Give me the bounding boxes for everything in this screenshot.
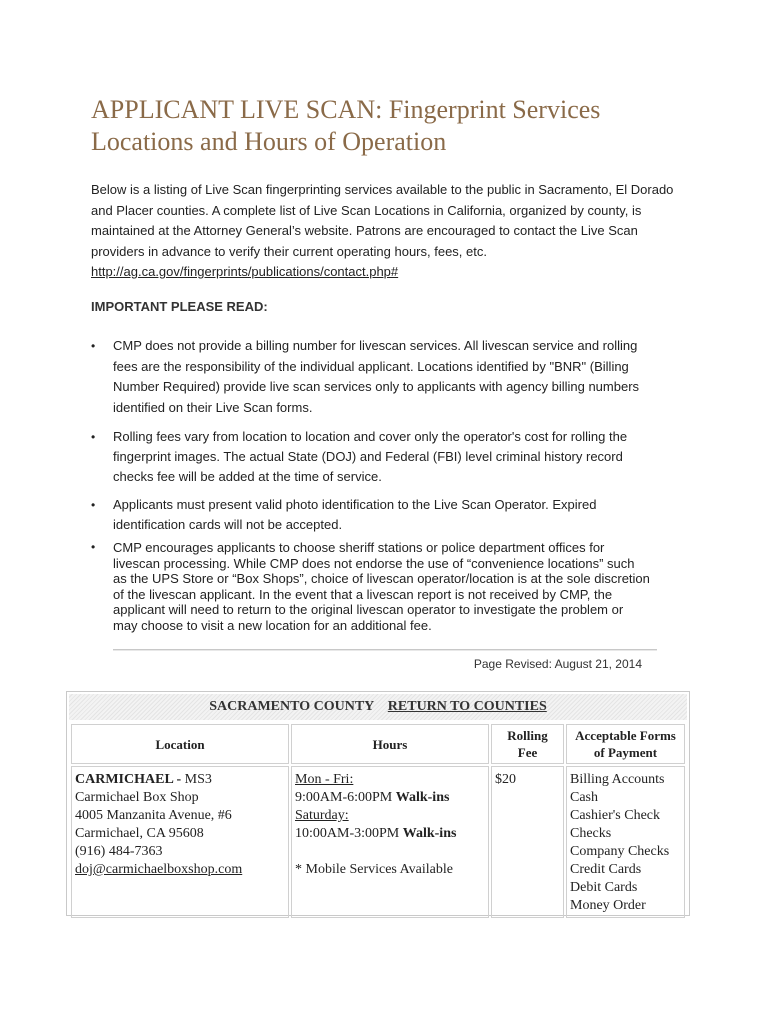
mobile-services-note: * Mobile Services Available bbox=[295, 862, 453, 877]
payment-cell bbox=[566, 766, 685, 918]
saturday-hours: 10:00AM-3:00PM bbox=[295, 826, 403, 841]
location-name: Carmichael Box Shop bbox=[75, 790, 199, 805]
payment-option: Company Checks bbox=[570, 844, 670, 859]
location-city-line bbox=[75, 771, 285, 789]
page-title-line-1: APPLICANT LIVE SCAN: Fingerprint Services bbox=[91, 95, 601, 124]
location-phone: (916) 484-7363 bbox=[75, 844, 163, 859]
payment-option: Money Order bbox=[570, 898, 646, 913]
payment-option: Cashier's Check bbox=[570, 808, 661, 823]
weekday-label: Mon - Fri: bbox=[295, 772, 354, 787]
rolling-fee-header-line-2: Fee bbox=[517, 745, 538, 760]
table-row bbox=[71, 766, 685, 918]
notice-item-convenience-locations: • CMP encourages applicants to choose sheriff stations or police department offices for livescan processing. While CMP does not endorse the use of “convenience locations” such as the UPS Store or “Box Shops”, choice of livescan operator/location is at the sole discretion of the livescan applicant. In the event that a livescan report is not received by CMP, the applicant will need to return to the original livescan operator to investigate the problem or may choose to visit a new location for an additional fee. bbox=[91, 540, 651, 633]
county-name: SACRAMENTO COUNTY bbox=[209, 699, 375, 714]
payment-option: Credit Cards bbox=[570, 862, 642, 877]
payment-option: Billing Accounts bbox=[570, 772, 665, 787]
notice-item-identification: • Applicants must present valid photo identification to the Live Scan Operator. Expired identification cards will not be accepted. bbox=[91, 495, 651, 535]
location-address: 4005 Manzanita Avenue, #6 bbox=[75, 808, 232, 823]
weekday-hours-line bbox=[295, 789, 485, 807]
notice-item-rolling-fees: • Rolling fees vary from location to location and cover only the operator's cost for rolling the fingerprint images. The actual State (DOJ) and Federal (FBI) level criminal history record checks fee will be added at the time of service. bbox=[91, 427, 651, 487]
weekday-hours: 9:00AM-6:00PM bbox=[295, 790, 396, 805]
location-code: MS3 bbox=[181, 772, 212, 787]
payment-header-line-2: of Payment bbox=[593, 745, 658, 760]
location-city: CARMICHAEL - bbox=[75, 772, 182, 787]
payment-header-line-1: Acceptable Forms bbox=[575, 728, 676, 743]
hours-spacer bbox=[295, 843, 485, 861]
locations-table bbox=[69, 722, 687, 920]
location-email-link[interactable]: doj@carmichaelboxshop.com bbox=[75, 862, 243, 877]
payment-option: Cash bbox=[570, 790, 598, 805]
saturday-walkins: Walk-ins bbox=[402, 826, 457, 841]
column-header-payment bbox=[566, 724, 685, 764]
county-header bbox=[69, 694, 687, 720]
hours-cell bbox=[291, 766, 489, 918]
location-cell bbox=[71, 766, 289, 918]
important-notice-list bbox=[91, 336, 651, 633]
column-header-location: Location bbox=[71, 724, 289, 764]
payment-option: Checks bbox=[570, 826, 612, 841]
payment-option: Debit Cards bbox=[570, 880, 638, 895]
rolling-fee-header-line-1: Rolling bbox=[507, 728, 548, 743]
return-to-counties-link[interactable]: RETURN TO COUNTIES bbox=[387, 699, 547, 714]
locations-table-container bbox=[66, 691, 690, 916]
saturday-label: Saturday: bbox=[295, 808, 349, 823]
saturday-hours-line bbox=[295, 825, 485, 843]
horizontal-divider bbox=[113, 649, 657, 651]
table-header-row bbox=[71, 724, 685, 764]
rolling-fee-cell: $20 bbox=[491, 766, 564, 918]
page-revised-date: Page Revised: August 21, 2014 bbox=[473, 657, 642, 671]
attorney-general-link[interactable]: http://ag.ca.gov/fingerprints/publications/contact.php# bbox=[91, 264, 399, 279]
important-heading: IMPORTANT PLEASE READ: bbox=[91, 299, 268, 314]
column-header-rolling-fee bbox=[491, 724, 564, 764]
location-city-state-zip: Carmichael, CA 95608 bbox=[75, 826, 204, 841]
weekday-walkins: Walk-ins bbox=[395, 790, 450, 805]
intro-paragraph bbox=[91, 180, 681, 283]
intro-text: Below is a listing of Live Scan fingerprinting services available to the public in Sacramento, El Dorado and Placer counties. A complete list of Live Scan Locations in California, organized by county, is maintained at the Attorney General’s website. Patrons are encouraged to contact the Live Scan providers in advance to verify their current operating hours, fees, etc. bbox=[91, 182, 674, 259]
page-title bbox=[91, 94, 691, 158]
notice-item-billing: • CMP does not provide a billing number for livescan services. All livescan service and rolling fees are the responsibility of the individual applicant. Locations identified by "BNR" (Billing Number Required) provide live scan services only to applicants with agency billing numbers identified on their Live Scan forms. bbox=[91, 336, 651, 418]
page-title-line-2: Locations and Hours of Operation bbox=[91, 127, 447, 156]
column-header-hours: Hours bbox=[291, 724, 489, 764]
